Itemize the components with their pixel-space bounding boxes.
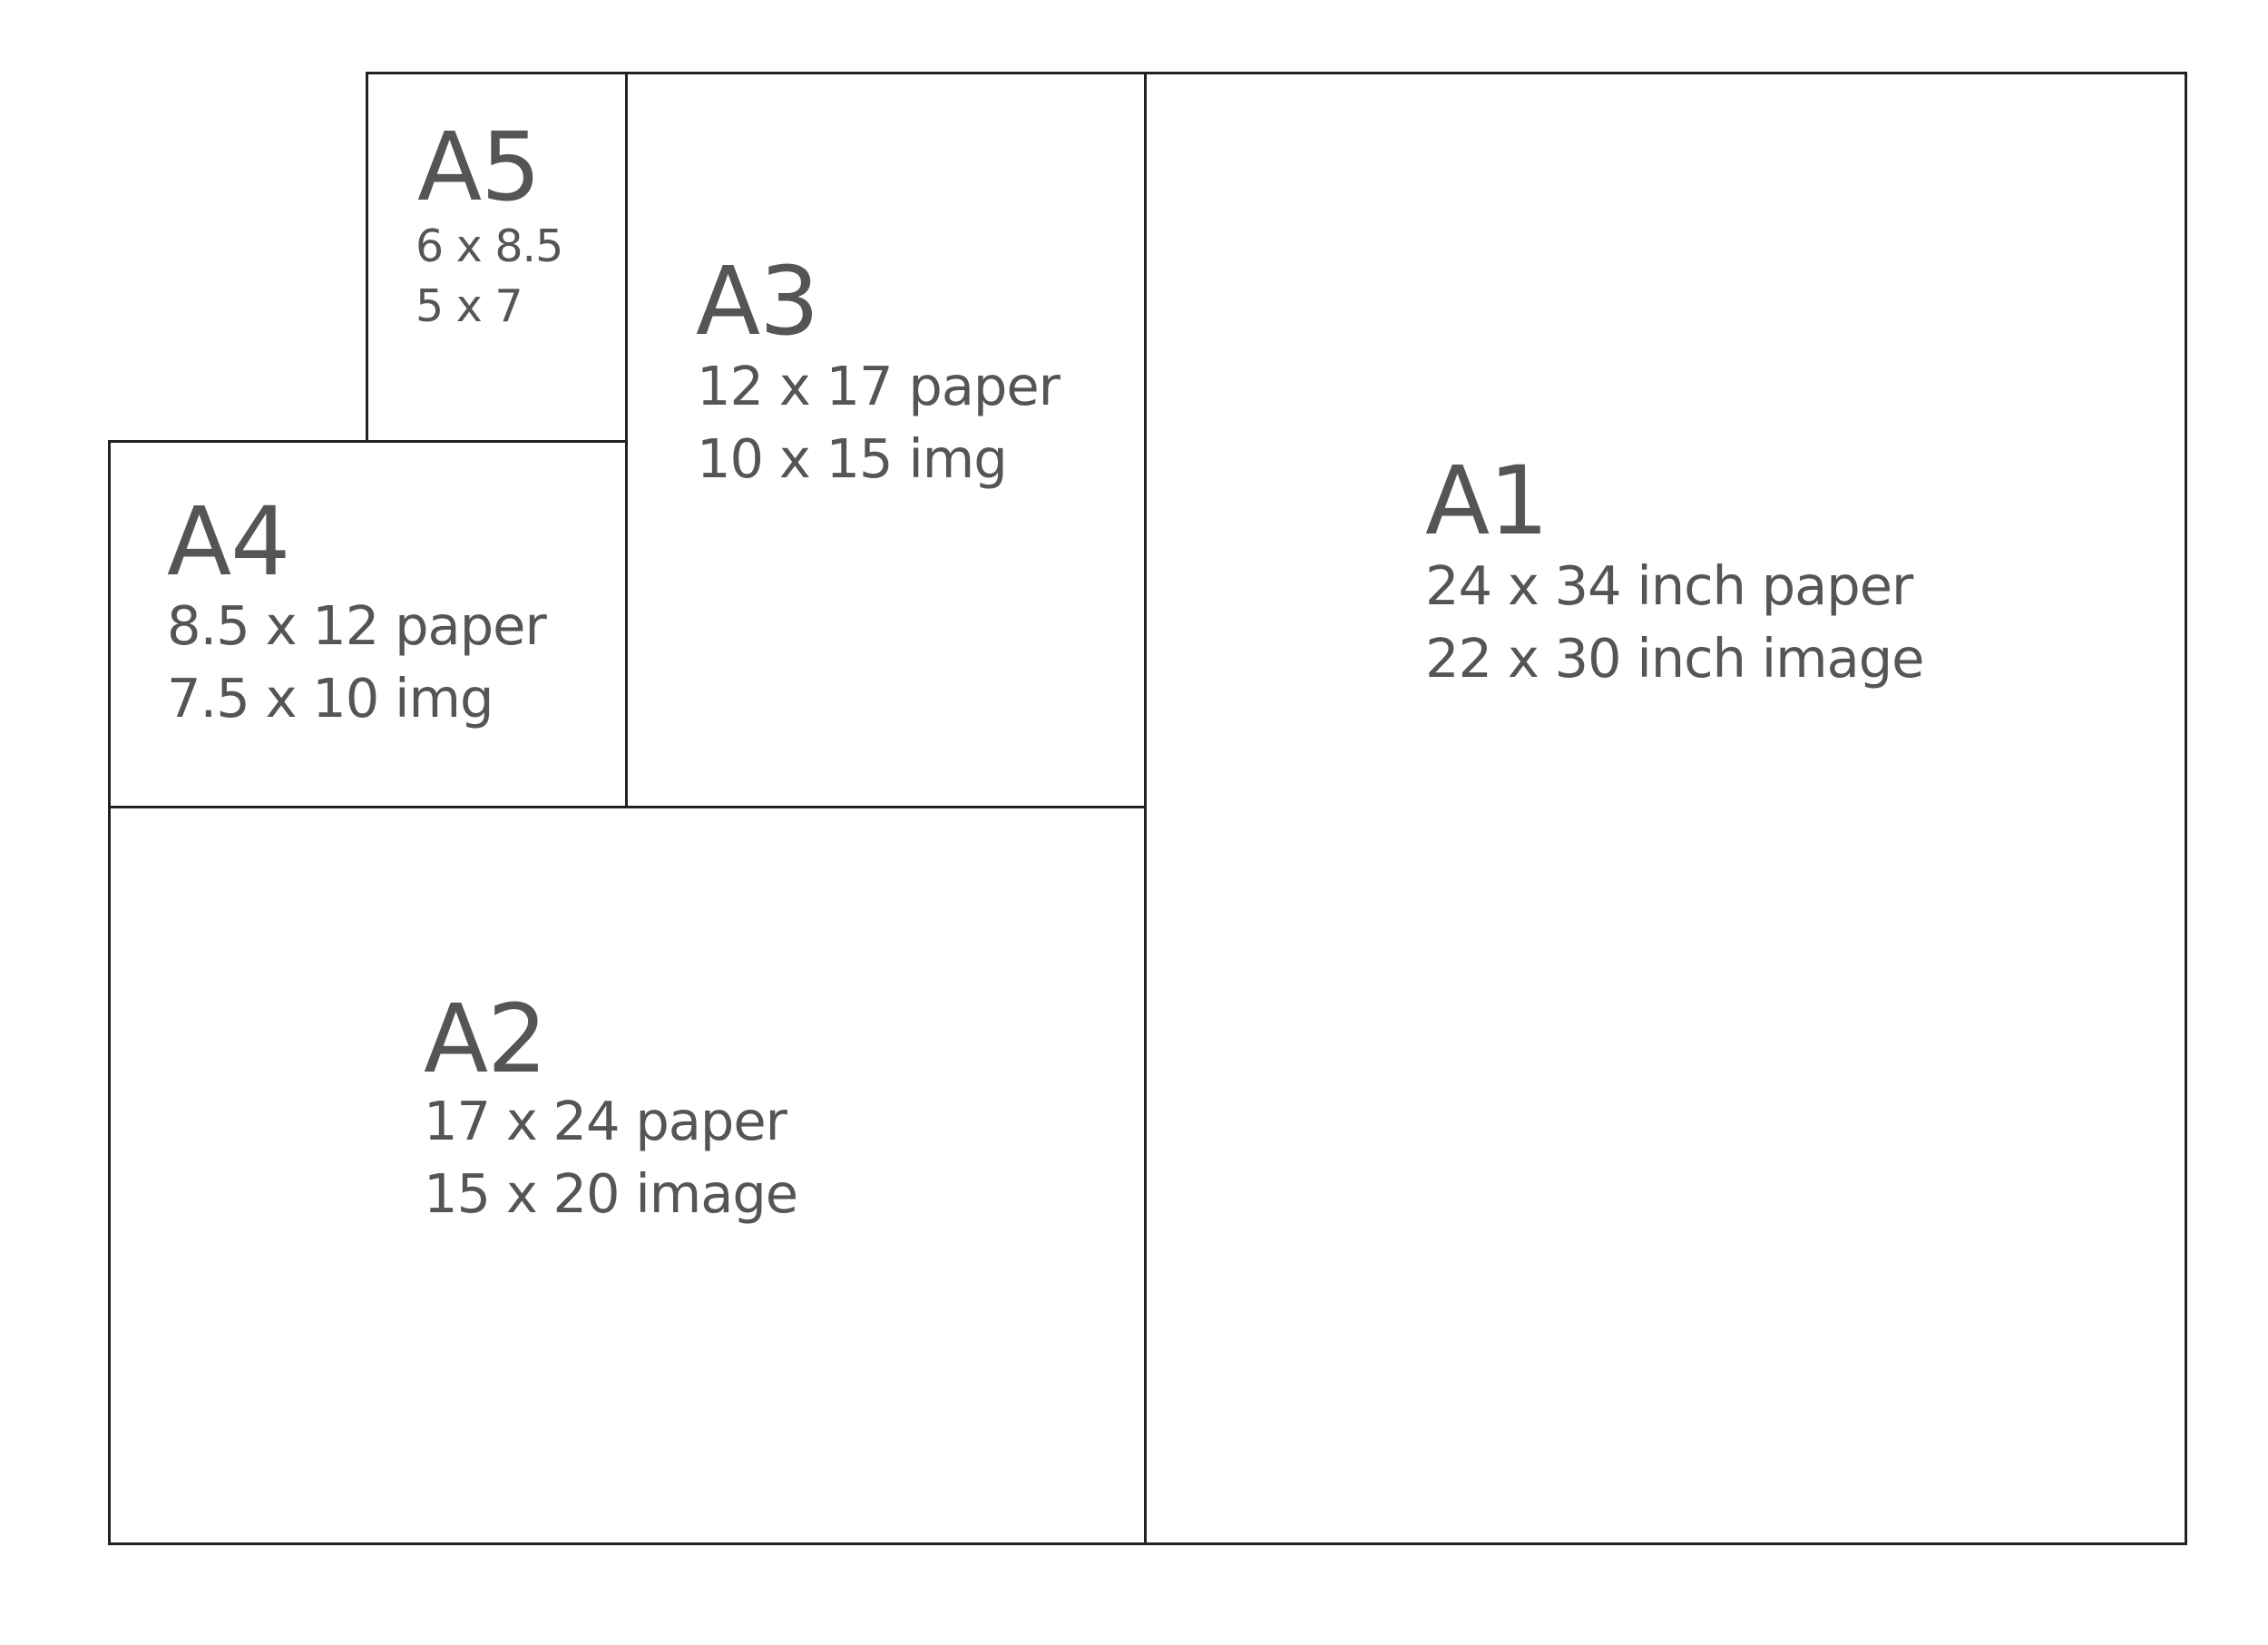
a4-title: A4 [167,486,290,597]
a2-image-size: 15 x 20 image [424,1162,798,1225]
a4-size-box [108,440,628,808]
a4-image-size: 7.5 x 10 img [167,667,494,729]
a3-paper-size: 12 x 17 paper [697,355,1060,417]
a3-title: A3 [696,246,819,357]
a5-dimension-line-1: 6 x 8.5 [415,220,563,272]
a1-image-size: 22 x 30 inch image [1425,627,1924,690]
a2-size-box [108,806,1147,1545]
a2-title: A2 [424,984,547,1094]
a5-dimension-line-2: 5 x 7 [415,280,523,332]
a5-size-box [366,72,628,443]
a3-image-size: 10 x 15 img [697,427,1007,490]
a1-paper-size: 24 x 34 inch paper [1425,554,1913,617]
a2-paper-size: 17 x 24 paper [424,1090,787,1152]
a1-size-box [1144,72,2187,1545]
a4-paper-size: 8.5 x 12 paper [167,594,546,657]
a3-size-box [625,72,1147,808]
a1-title: A1 [1425,446,1549,556]
a5-title: A5 [417,112,541,222]
